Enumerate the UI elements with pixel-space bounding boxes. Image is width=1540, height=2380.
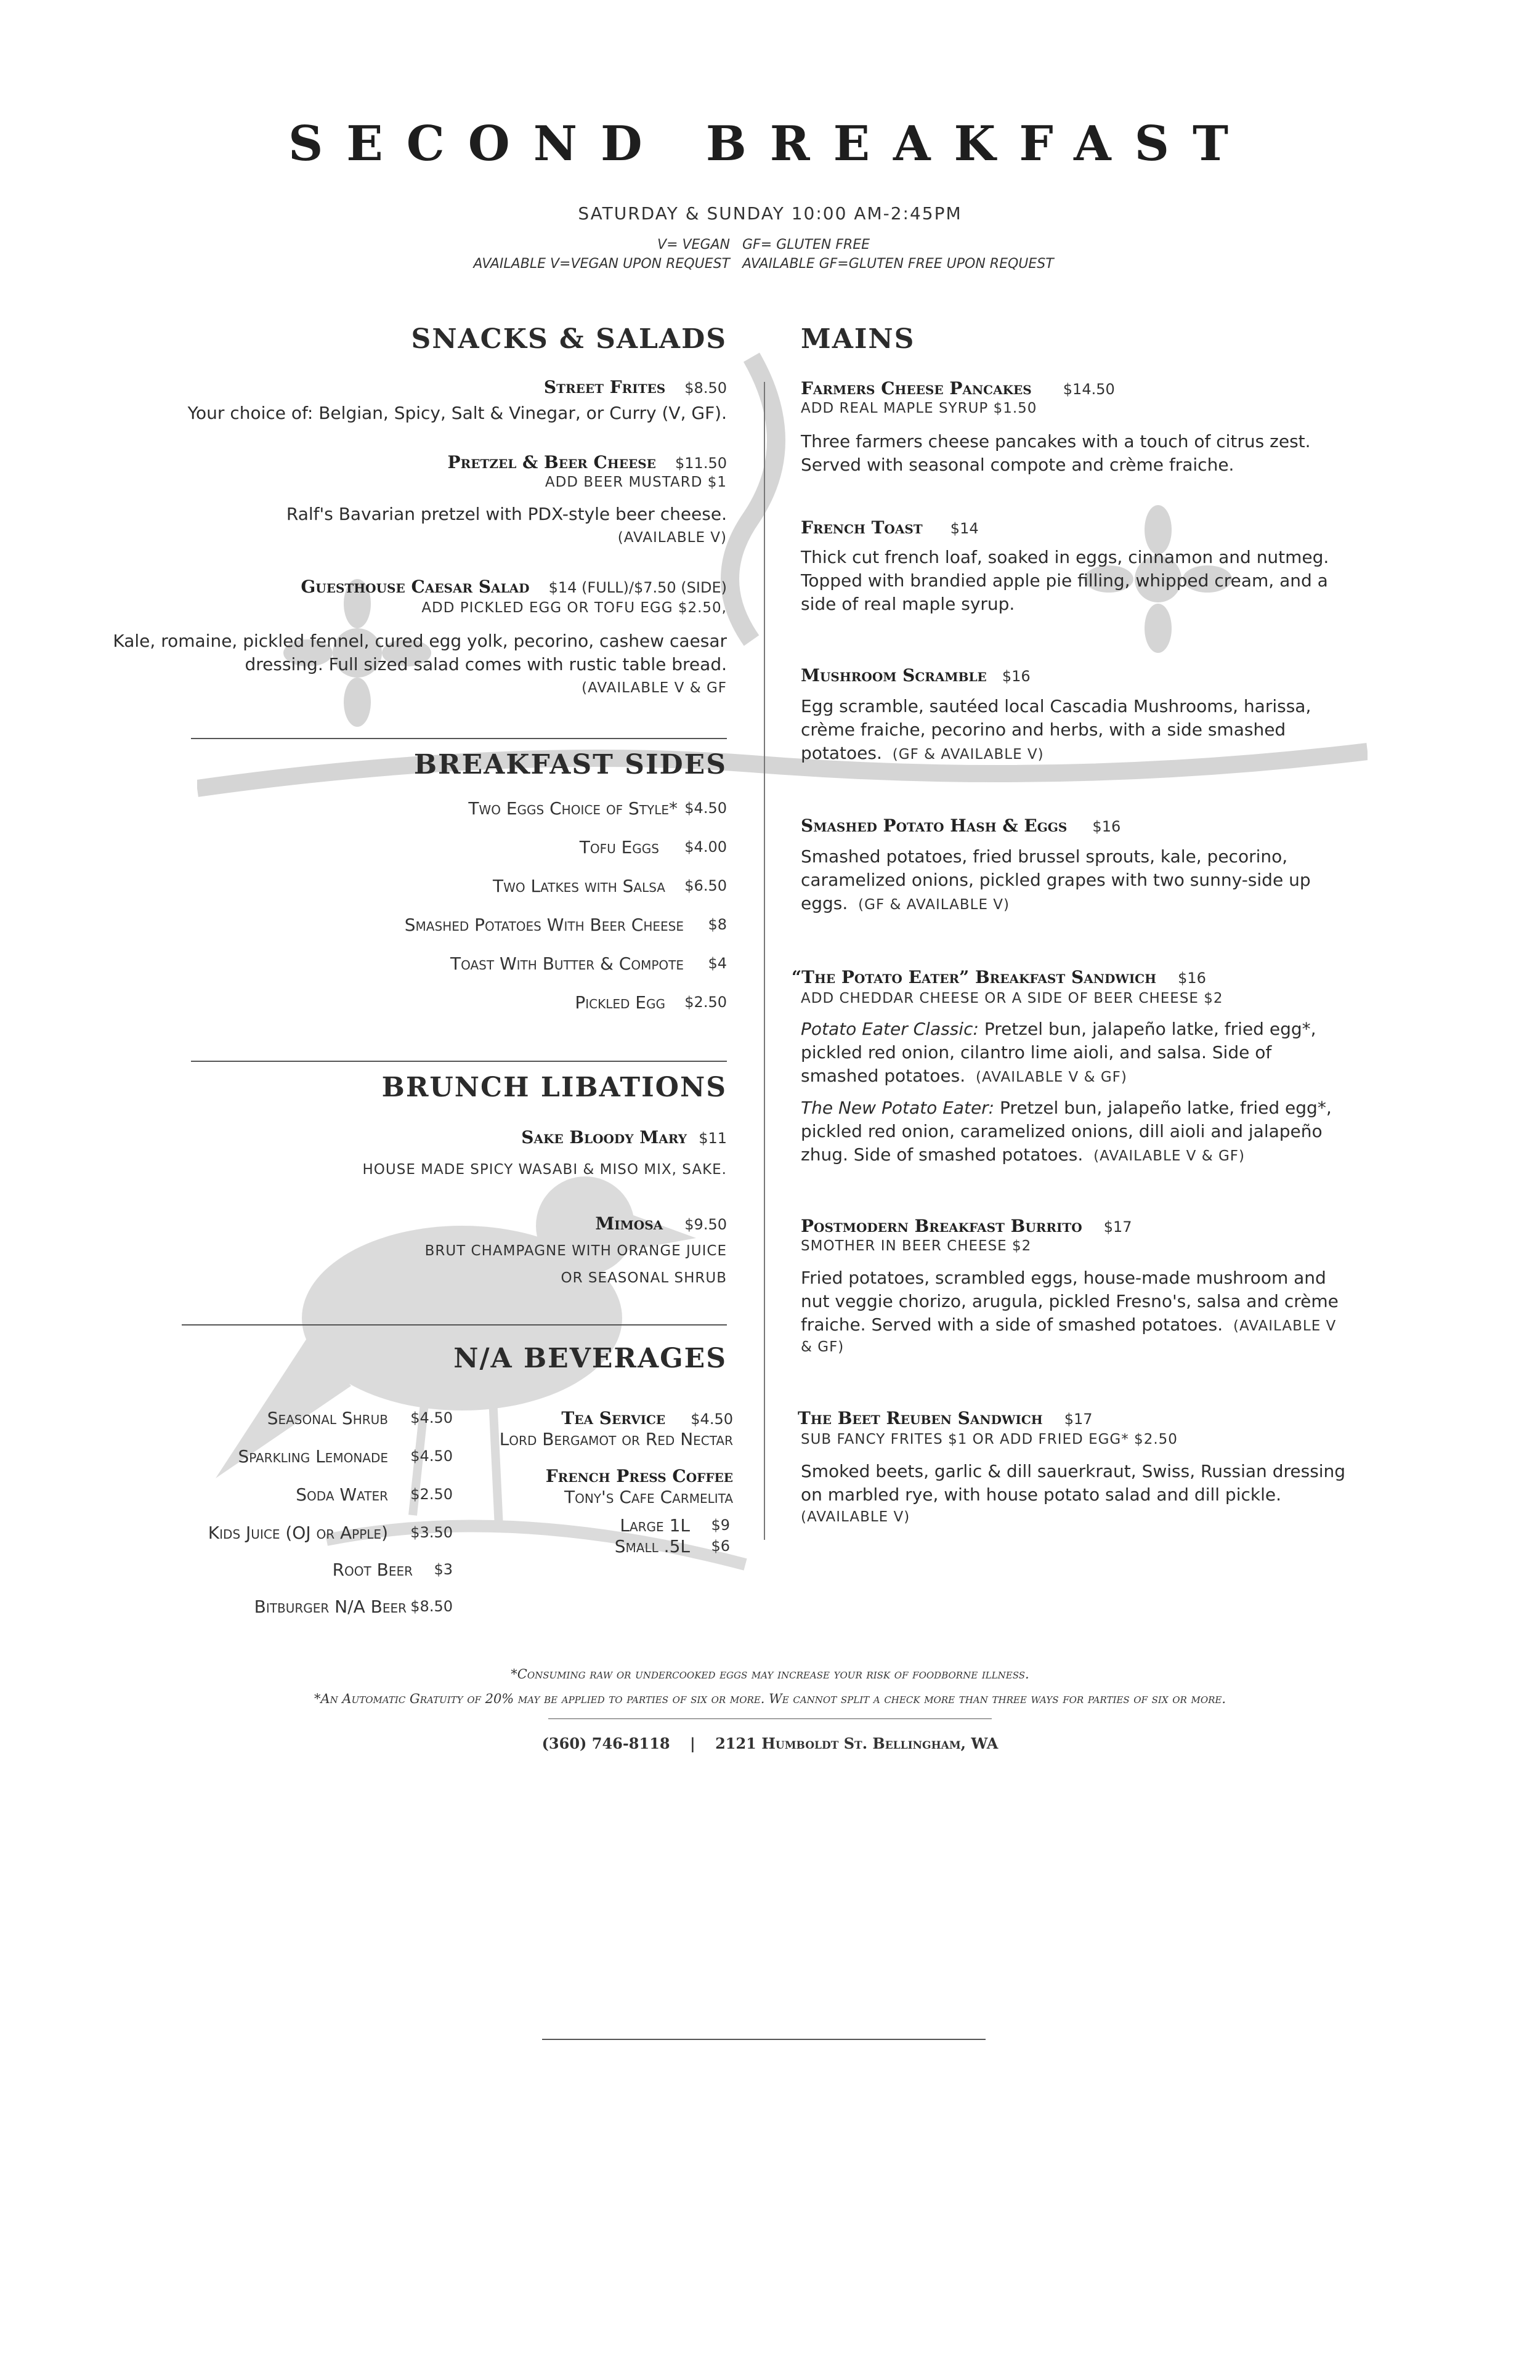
mimosa-name: Mimosa (595, 1213, 663, 1234)
potato-hash-desc-1: Smashed potatoes, fried brussel sprouts, kale, pecorino, (801, 846, 1288, 867)
beet-reuben-name: The Beet Reuben Sandwich (798, 1408, 1043, 1428)
na-item-name: Seasonal Shrub (267, 1408, 388, 1428)
potato-hash-price: $16 (1092, 818, 1121, 835)
caesar-item (123, 577, 727, 597)
pancakes-addon: ADD REAL MAPLE SYRUP $1.50 (801, 400, 1037, 416)
pretzel-desc: Ralf's Bavarian pretzel with PDX-style beer cheese. (286, 504, 727, 524)
street-frites-price: $8.50 (684, 379, 727, 397)
na-item-price: $3.50 (410, 1524, 453, 1541)
mushroom-scramble-desc-1: Egg scramble, sautéed local Cascadia Mushrooms, harissa, (801, 696, 1311, 716)
sides-heading: BREAKFAST SIDES (413, 749, 727, 780)
mushroom-scramble-tag: (GF & AVAILABLE V) (892, 747, 1044, 763)
mushroom-scramble-desc-3-text: potatoes. (801, 743, 882, 763)
mushroom-scramble-price: $16 (1002, 668, 1031, 685)
french-toast-desc-3: side of real maple syrup. (801, 594, 1015, 614)
burrito-desc-1: Fried potatoes, scrambled eggs, house-made mushroom and (801, 1268, 1326, 1288)
pancakes-desc-1: Three farmers cheese pancakes with a touch of citrus zest. (801, 431, 1311, 451)
french-toast-item (801, 517, 979, 538)
side-price: $6.50 (684, 877, 727, 894)
mimosa-desc-1: BRUT CHAMPAGNE WITH ORANGE JUICE (424, 1243, 727, 1259)
burrito-desc-2: nut veggie chorizo, arugula, pickled Fresno's, salsa and crème (801, 1291, 1339, 1311)
potato-eater-new-1 (801, 1096, 1332, 1120)
tea-service-item (462, 1408, 733, 1428)
na-item-name: Root Beer (332, 1560, 413, 1580)
new-label: The New Potato Eater: (801, 1098, 995, 1118)
classic-tag: (AVAILABLE V & GF) (976, 1069, 1127, 1085)
bloody-mary-price: $11 (699, 1130, 727, 1147)
potato-hash-desc-2: caramelized onions, pickled grapes with two sunny-side up (801, 870, 1311, 890)
classic-text: Pretzel bun, jalapeño latke, fried egg*, (984, 1019, 1316, 1039)
mimosa-item (308, 1213, 727, 1234)
pancakes-price: $14.50 (1063, 381, 1115, 398)
pretzel-item (185, 452, 727, 472)
na-item-price: $4.50 (410, 1447, 453, 1465)
street-frites-item (185, 377, 727, 397)
mushroom-scramble-desc-3 (801, 742, 1044, 766)
phone-number: (360) 746-8118 (541, 1734, 670, 1752)
side-name: Two Latkes with Salsa (493, 876, 665, 896)
beet-reuben-price: $17 (1064, 1411, 1093, 1428)
mains-heading: MAINS (801, 323, 915, 355)
caesar-name: Guesthouse Caesar Salad (301, 577, 530, 597)
bloody-mary-name: Sake Bloody Mary (521, 1127, 687, 1148)
service-hours: SATURDAY & SUNDAY 10:00 AM-2:45PM (578, 203, 962, 224)
pretzel-price: $11.50 (675, 455, 727, 472)
side-name: Pickled Egg (575, 992, 665, 1013)
potato-eater-classic-3 (801, 1064, 1127, 1089)
na-item-price: $4.50 (410, 1409, 453, 1427)
potato-eater-price: $16 (1178, 969, 1206, 987)
side-price: $4.00 (684, 838, 727, 856)
libations-heading: BRUNCH LIBATIONS (381, 1072, 727, 1103)
side-name: Tofu Eggs (579, 837, 659, 857)
caesar-price: $14 (FULL)/$7.50 (SIDE) (548, 579, 727, 596)
side-name: Smashed Potatoes With Beer Cheese (404, 915, 684, 935)
menu-title: SECOND BREAKFAST (288, 116, 1252, 172)
pancakes-desc-2: Served with seasonal compote and crème fraiche. (801, 455, 1234, 475)
side-price: $2.50 (684, 994, 727, 1011)
burrito-desc-3 (801, 1313, 1336, 1338)
french-press-large: Large 1L (620, 1515, 690, 1536)
column-divider (764, 382, 765, 1540)
na-item-price: $3 (434, 1561, 453, 1578)
burrito-addon: SMOTHER IN BEER CHEESE $2 (801, 1238, 1032, 1254)
potato-eater-addon: ADD CHEDDAR CHEESE OR A SIDE OF BEER CHEESE $2 (801, 990, 1223, 1006)
french-toast-price: $14 (950, 520, 979, 537)
potato-eater-name: “The Potato Eater” Breakfast Sandwich (792, 967, 1156, 987)
french-press-small: Small .5L (614, 1536, 690, 1556)
burrito-item (801, 1216, 1132, 1236)
french-press-small-price: $6 (711, 1537, 730, 1555)
beet-reuben-item (798, 1408, 1093, 1428)
contact-line (0, 1734, 1540, 1752)
burrito-name: Postmodern Breakfast Burrito (801, 1216, 1082, 1236)
side-name: Toast With Butter & Compote (450, 953, 684, 974)
street-frites-desc: Your choice of: Belgian, Spicy, Salt & Vinegar, or Curry (V, GF). (187, 403, 727, 423)
street-address: 2121 Humboldt St. Bellingham, WA (715, 1734, 999, 1752)
legend-gluten-free: GF= GLUTEN FREE (742, 237, 870, 253)
divider (542, 2039, 986, 2040)
tea-service-desc: Lord Bergamot or Red Nectar (499, 1429, 733, 1449)
side-price: $8 (708, 916, 727, 933)
na-item-name: Soda Water (296, 1484, 388, 1505)
side-price: $4 (708, 955, 727, 972)
mushroom-scramble-desc-2: crème fraiche, pecorino and herbs, with a side smashed (801, 719, 1286, 740)
potato-eater-classic-1 (801, 1018, 1316, 1041)
pretzel-name: Pretzel & Beer Cheese (447, 452, 656, 472)
potato-hash-desc-3 (801, 892, 1010, 917)
potato-hash-name: Smashed Potato Hash & Eggs (801, 816, 1068, 836)
potato-hash-item (801, 816, 1121, 836)
caesar-addon: ADD PICKLED EGG OR TOFU EGG $2.50, (421, 600, 727, 616)
na-heading: N/A BEVERAGES (453, 1343, 727, 1374)
pretzel-tag: (AVAILABLE V) (617, 530, 727, 546)
side-name: Two Eggs Choice of Style* (468, 798, 678, 819)
beet-reuben-desc-2: on marbled rye, with house potato salad and dill pickle. (801, 1484, 1281, 1505)
mushroom-scramble-item (801, 665, 1031, 686)
na-item-name: Bitburger N/A Beer (254, 1597, 407, 1617)
na-item-name: Sparkling Lemonade (238, 1446, 388, 1467)
na-item-price: $8.50 (410, 1598, 453, 1615)
bloody-mary-desc: HOUSE MADE SPICY WASABI & MISO MIX, SAKE. (362, 1162, 727, 1178)
french-press-name: French Press Coffee (545, 1466, 733, 1486)
na-item-name: Kids Juice (OJ or Apple) (208, 1523, 388, 1543)
beet-reuben-desc-1: Smoked beets, garlic & dill sauerkraut, Swiss, Russian dressing (801, 1461, 1346, 1481)
potato-eater-new-3 (801, 1143, 1245, 1168)
beet-reuben-tag: (AVAILABLE V) (801, 1509, 910, 1525)
burrito-tag-2: & GF) (801, 1339, 845, 1355)
burrito-tag: (AVAILABLE V (1233, 1318, 1337, 1334)
legend-available-vegan: AVAILABLE V=VEGAN UPON REQUEST (473, 256, 730, 272)
tea-service-price: $4.50 (691, 1411, 733, 1428)
na-item-price: $2.50 (410, 1486, 453, 1503)
potato-eater-classic-2: pickled red onion, cilantro lime aioli, and salsa. Side of (801, 1042, 1272, 1062)
new-tag: (AVAILABLE V & GF) (1093, 1148, 1245, 1164)
bloody-mary-item (308, 1127, 727, 1148)
legend-available-gluten-free: AVAILABLE GF=GLUTEN FREE UPON REQUEST (742, 256, 1054, 272)
new-text-3: zhug. Side of smashed potatoes. (801, 1144, 1084, 1165)
french-toast-desc-1: Thick cut french loaf, soaked in eggs, cinnamon and nutmeg. (801, 547, 1329, 567)
legend-vegan: V= VEGAN (657, 237, 730, 253)
mimosa-price: $9.50 (684, 1216, 727, 1233)
mimosa-desc-2: OR SEASONAL SHRUB (561, 1270, 727, 1286)
street-frites-name: Street Frites (543, 377, 666, 397)
beet-reuben-addon: SUB FANCY FRITES $1 OR ADD FRIED EGG* $2.50 (801, 1431, 1178, 1447)
caesar-tag: (AVAILABLE V & GF (582, 680, 727, 696)
potato-hash-desc-3-text: eggs. (801, 893, 848, 913)
classic-label: Potato Eater Classic: (801, 1019, 979, 1039)
french-toast-name: French Toast (801, 517, 923, 538)
french-press-large-price: $9 (711, 1516, 730, 1534)
pancakes-item (801, 378, 1115, 399)
caesar-desc-2: dressing. Full sized salad comes with rustic table bread. (245, 654, 727, 674)
pancakes-name: Farmers Cheese Pancakes (801, 378, 1032, 399)
gratuity-note: *An Automatic Gratuity of 20% may be applied to parties of six or more. We cannot split a check more than three ways for parties of six or more. (314, 1691, 1226, 1706)
french-press-desc: Tony's Cafe Carmelita (564, 1487, 733, 1507)
potato-hash-tag: (GF & AVAILABLE V) (858, 897, 1010, 913)
mushroom-scramble-name: Mushroom Scramble (801, 665, 987, 686)
potato-eater-item (792, 967, 1206, 987)
divider (548, 1718, 992, 1719)
raw-egg-warning: *Consuming raw or undercooked eggs may increase your risk of foodborne illness. (511, 1667, 1029, 1682)
caesar-desc-1: Kale, romaine, pickled fennel, cured egg yolk, pecorino, cashew caesar (113, 631, 727, 651)
burrito-desc-3-text: fraiche. Served with a side of smashed potatoes. (801, 1314, 1223, 1335)
divider (191, 1061, 727, 1062)
classic-text-3: smashed potatoes. (801, 1066, 966, 1086)
new-text: Pretzel bun, jalapeño latke, fried egg*, (1000, 1098, 1332, 1118)
contact-separator: | (689, 1734, 695, 1752)
french-toast-desc-2: Topped with brandied apple pie filling, whipped cream, and a (801, 570, 1328, 591)
burrito-price: $17 (1103, 1218, 1132, 1236)
tea-service-name: Tea Service (561, 1408, 666, 1428)
pretzel-addon: ADD BEER MUSTARD $1 (545, 474, 727, 490)
divider (191, 738, 727, 739)
snacks-heading: SNACKS & SALADS (411, 323, 727, 355)
side-price: $4.50 (684, 799, 727, 817)
divider (182, 1324, 727, 1326)
potato-eater-new-2: pickled red onion, caramelized onions, dill aioli and jalapeño (801, 1121, 1323, 1141)
